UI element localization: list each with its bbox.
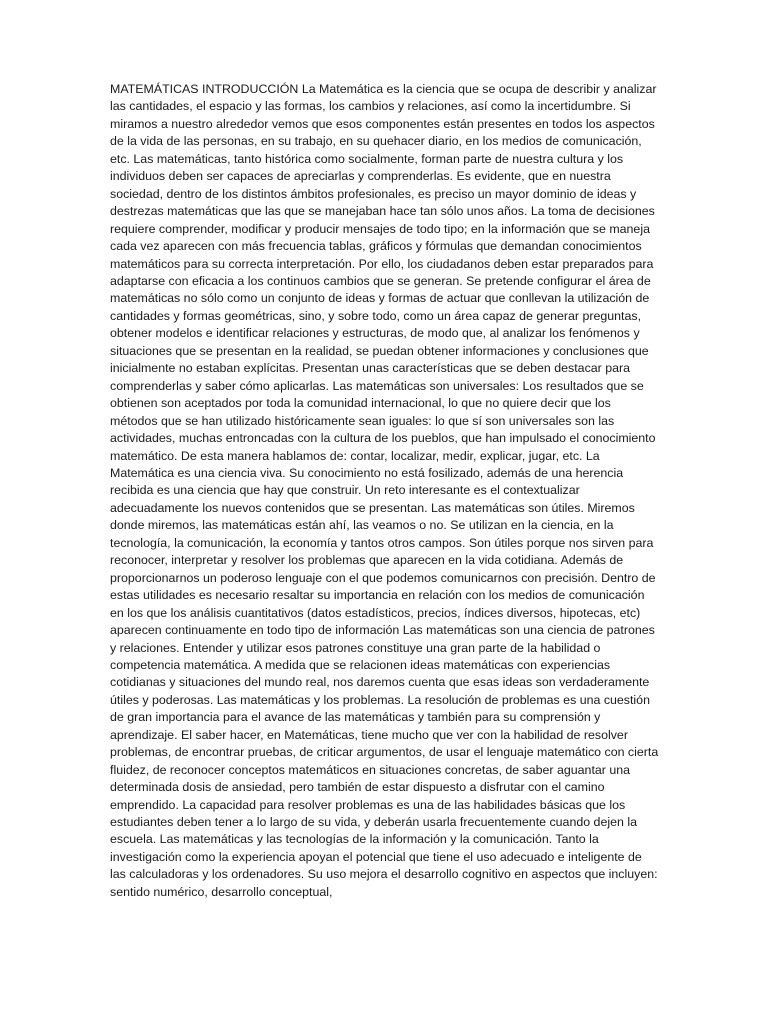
document-body-text: MATEMÁTICAS INTRODUCCIÓN La Matemática es la ciencia que se ocupa de describir y analizar las cantidades, el espacio y las formas, los cambios y relaciones, así como la incertidumbre. Si miramos a nuestro alrededor vemos que esos componentes están presentes en todos los aspectos de la vida de las personas, en su trabajo, en su quehacer diario, en los medios de comunicación, etc. Las matemáticas, tanto histórica como socialmente, forman parte de nuestra cultura y los individuos deben ser capaces de apreciarlas y comprenderlas. Es evidente, que en nuestra sociedad, dentro de los distintos ámbitos profesionales, es preciso un mayor dominio de ideas y destrezas matemáticas que las que se manejaban hace tan sólo unos años. La toma de decisiones requiere comprender, modificar y producir mensajes de todo tipo; en la información que se maneja cada vez aparecen con más frecuencia tablas, gráficos y fórmulas que demandan conocimientos matemáticos para su correcta interpretación. Por ello, los ciudadanos deben estar preparados para adaptarse con eficacia a los continuos cambios que se generan. Se pretende configurar el área de matemáticas no sólo como un conjunto de ideas y formas de actuar que conllevan la utilización de cantidades y formas geométricas, sino, y sobre todo, como un área capaz de generar preguntas, obtener modelos e identificar relaciones y estructuras, de modo que, al analizar los fenómenos y situaciones que se presentan en la realidad, se puedan obtener informaciones y conclusiones que inicialmente no estaban explícitas. Presentan unas características que se deben destacar para comprenderlas y saber cómo aplicarlas. Las matemáticas son universales: Los resultados que se obtienen son aceptados por toda la comunidad internacional, lo que no quiere decir que los métodos que se han utilizado históricamente sean iguales: lo que sí son universales son las actividades, muchas entroncadas con la cultura de los pueblos, que han impulsado el conocimiento matemático. De esta manera hablamos de: contar, localizar, medir, explicar, jugar, etc. La Matemática es una ciencia viva. Su conocimiento no está fosilizado, además de una herencia recibida es una ciencia que hay que construir. Un reto interesante es el contextualizar adecuadamente los nuevos contenidos que se presentan. Las matemáticas son útiles. Miremos donde miremos, las matemáticas están ahí, las veamos o no. Se utilizan en la ciencia, en la tecnología, la comunicación, la economía y tantos otros campos. Son útiles porque nos sirven para reconocer, interpretar y resolver los problemas que aparecen en la vida cotidiana. Además de proporcionarnos un poderoso lenguaje con el que podemos comunicarnos con precisión. Dentro de estas utilidades es necesario resaltar su importancia en relación con los medios de comunicación en los que los análisis cuantitativos (datos estadísticos, precios, índices diversos, hipotecas, etc) aparecen continuamente en todo tipo de información Las matemáticas son una ciencia de patrones y relaciones. Entender y utilizar esos patrones constituye una gran parte de la habilidad o competencia matemática. A medida que se relacionen ideas matemáticas con experiencias cotidianas y situaciones del mundo real, nos daremos cuenta que esas ideas son verdaderamente útiles y poderosas. Las matemáticas y los problemas. La resolución de problemas es una cuestión de gran importancia para el avance de las matemáticas y también para su comprensión y aprendizaje. El saber hacer, en Matemáticas, tiene mucho que ver con la habilidad de resolver problemas, de encontrar pruebas, de criticar argumentos, de usar el lenguaje matemático con cierta fluidez, de reconocer conceptos matemáticos en situaciones concretas, de saber aguantar una determinada dosis de ansiedad, pero también de estar dispuesto a disfrutar con el camino emprendido. La capacidad para resolver problemas es una de las habilidades básicas que los estudiantes deben tener a lo largo de su vida, y deberán usarla frecuentemente cuando dejen la escuela. Las matemáticas y las tecnologías de la información y la comunicación. Tanto la investigación como la experiencia apoyan el potencial que tiene el uso adecuado e inteligente de las calculadoras y los ordenadores. Su uso mejora el desarrollo cognitivo en aspectos que incluyen: sentido numérico, desarrollo conceptual,	[110, 82, 659, 899]
